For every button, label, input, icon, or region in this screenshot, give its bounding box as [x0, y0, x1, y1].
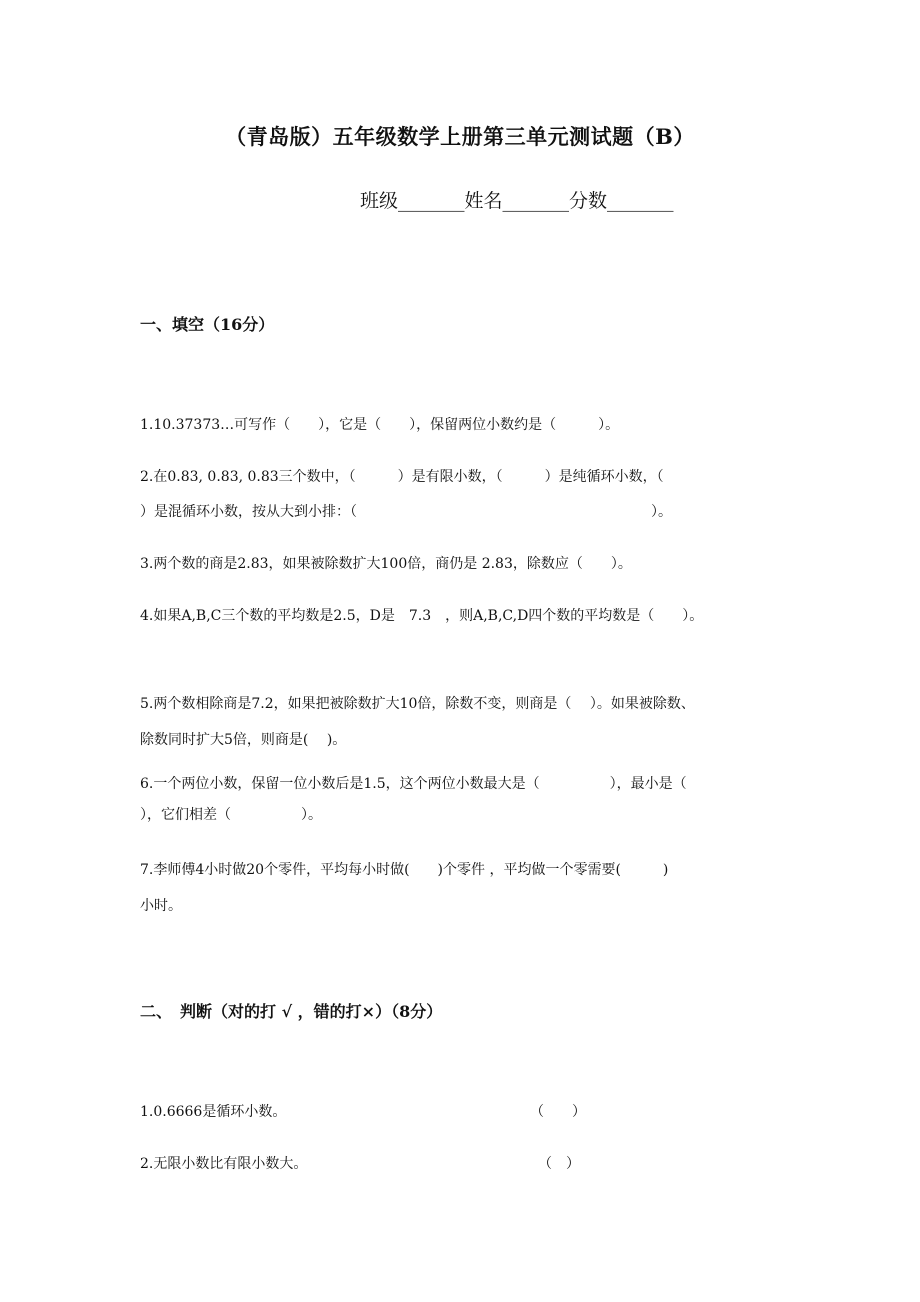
fill-question-2-line-1: 2.在0.83, 0.83, 0.83三个数中，（ ）是有限小数，（ ）是纯循环小数，（	[140, 469, 664, 485]
section-2-heading: 二、 判断（对的打 √ ，错的打×）（8分）	[140, 1002, 443, 1021]
fill-question-5-line-1: 5.两个数相除商是7.2，如果把被除数扩大10倍，除数不变，则商是（ ）。如果被除数、	[140, 696, 695, 712]
page-title: （青岛版）五年级数学上册第三单元测试题（B）	[225, 124, 695, 149]
fill-question-3: 3.两个数的商是2.83，如果被除数扩大100倍，商仍是 2.83，除数应（ ）。	[140, 556, 632, 572]
section-1-heading: 一、填空（16分）	[140, 315, 275, 334]
fill-question-7-line-1: 7.李师傅4小时做20个零件，平均每小时做( )个零件 ，平均做一个零需要( )	[140, 862, 669, 878]
fill-question-4: 4.如果A,B,C三个数的平均数是2.5，D是 7.3 ，则A,B,C,D四个数的平均数是（ ）。	[140, 608, 704, 624]
judge-answer-paren-1: （ ）	[530, 1104, 586, 1120]
fill-question-1: 1.10.37373…可写作（ ），它是（ ），保留两位小数约是（ ）。	[140, 417, 620, 433]
fill-question-6-line-2: ），它们相差（ ）。	[140, 807, 322, 823]
fill-question-6-line-1: 6.一个两位小数，保留一位小数后是1.5，这个两位小数最大是（ ），最小是（	[140, 776, 687, 792]
fill-question-7-line-2: 小时。	[140, 898, 182, 914]
fill-question-5-line-2: 除数同时扩大5倍，则商是( )。	[140, 732, 347, 748]
fill-question-2-line-2: ）是混循环小数，按从大到小排：（ ）。	[140, 504, 672, 520]
student-info-line: 班级_______姓名_______分数_______	[360, 190, 674, 212]
judge-answer-paren-2: （ ）	[538, 1156, 580, 1172]
judge-question-1: 1.0.6666是循环小数。	[140, 1104, 287, 1120]
judge-question-2: 2.无限小数比有限小数大。	[140, 1156, 308, 1172]
